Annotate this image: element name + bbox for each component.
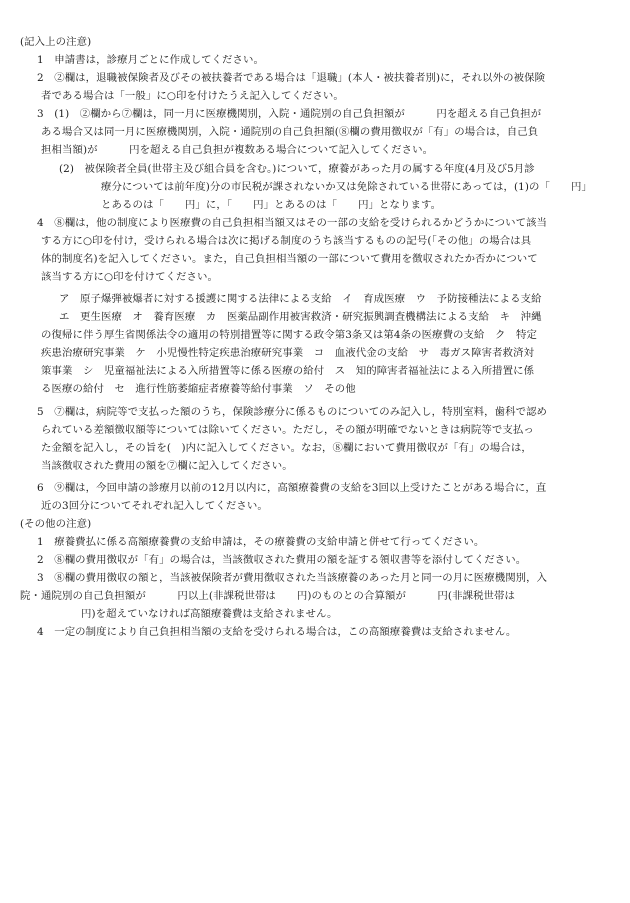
note-3-1-cont: 担相当額)が 円を超える自己負担が複数ある場合について記入してください。 (41, 144, 434, 156)
note-4-cont: 該当する方に○印を付けてください。 (41, 271, 219, 283)
other-note-4: 4 一定の制度により自己負担相当額の支給を受けられる場合は，この高額療養費は支給されません。 (37, 626, 517, 638)
note-3-1: 3 (1) ②欄から⑦欄は，同一月に医療機関別，入院・通院別の自己負担額が 円を超える自己負担が (37, 108, 542, 120)
note-6-cont: 近の3回分についてそれぞれ記入してください。 (41, 500, 268, 512)
section-heading-entry-notes: (記入上の注意) (20, 36, 92, 48)
note-6: 6 ⑨欄は，今回申請の診療月以前の12月以内に，高額療養費の支給を3回以上受けたことがある場合に，直 (37, 482, 547, 494)
note-3-2-cont: 療分については前年度)分の市民税が課されないか又は免除されている世帯にあっては，(1)の「 円」 (101, 181, 592, 193)
note-5-cont: られている差額徴収額等については除いてください。ただし，その額が明確でないときは病院等で支払っ (41, 424, 534, 436)
note-2: 2 ②欄は，退職被保険者及びその被扶養者である場合は「退職」(本人・被扶養者別)に，それ以外の被保険 (37, 72, 546, 84)
other-note-2: 2 ⑧欄の費用徴収が「有」の場合は，当該徴収された費用の額を証する領収書等を添付してください。 (37, 554, 527, 566)
other-note-3-cont: 円)を超えていなければ高額療養費は支給されません。 (81, 608, 338, 620)
other-note-1: 1 療養費払に係る高額療養費の支給申請は，その療養費の支給申請と併せて行ってください。 (37, 536, 485, 548)
note-2-cont: 者である場合は「一般」に○印を付けたうえ記入してください。 (41, 90, 344, 102)
note-4-cont: する方に○印を付け，受けられる場合は次に掲げる制度のうち該当するものの記号(「その他」の場合は具 (41, 235, 532, 247)
note-1: 1 申請書は，診療月ごとに作成してください。 (37, 54, 265, 66)
system-list-line: ア 原子爆弾被爆者に対する援護に関する法律による支給 イ 育成医療 ウ 予防接種法による支給 (59, 293, 542, 305)
note-3-2-cont: とあるのは「 円」に，「 円」とあるのは「 円」となります。 (101, 199, 442, 211)
other-note-3-cont: 院・通院別の自己負担額が 円以上(非課税世帯は 円)のものとの合算額が 円(非課税世帯は (20, 590, 516, 602)
system-list-line: 疾患治療研究事業 ケ 小児慢性特定疾患治療研究事業 コ 血液代金の支給 サ 毒ガス障害者救済対 (41, 347, 535, 359)
note-4-cont: 体的制度名)を記入してください。また，自己負担相当額の一部について費用を徴収されたか否かについて (41, 253, 538, 265)
note-3-1-cont: ある場合又は同一月に医療機関別，入院・通院別の自己負担額(⑧欄の費用徴収が「有」の場合は，自己負 (41, 126, 539, 138)
system-list-line: の復帰に伴う厚生省関係法令の適用の特別措置等に関する政令第3条又は第4条の医療費の支給 ク 特定 (41, 329, 537, 341)
system-list-line: エ 更生医療 オ 養育医療 カ 医薬品副作用被害救済・研究振興調査機構法による支給 キ 沖縄 (59, 311, 542, 323)
note-4: 4 ⑧欄は，他の制度により医療費の自己負担相当額又はその一部の支給を受けられるかどうかについて該当 (37, 217, 548, 229)
system-list-line: 策事業 シ 児童福祉法による入所措置等に係る医療の給付 ス 知的障害者福祉法による入所措置に係 (41, 365, 535, 377)
system-list-line: る医療の給付 セ 進行性筋萎縮症者療養等給付事業 ソ その他 (41, 383, 356, 395)
note-5: 5 ⑦欄は，病院等で支払った額のうち，保険診療分に係るものについてのみ記入し，特別室料，歯科で認め (37, 406, 548, 418)
note-5-cont: た金額を記入し，その旨を( )内に記入してください。なお，⑧欄において費用徴収が「有」の場合は， (41, 442, 532, 454)
note-5-cont: 当該徴収された費用の額を⑦欄に記入してください。 (41, 460, 293, 472)
note-3-2: (2) 被保険者全員(世帯主及び組合員を含む。)について，療養があった月の属する年度(4月及び5月診 (59, 163, 535, 175)
other-note-3: 3 ⑧欄の費用徴収の額と，当該被保険者が費用徴収された当該療養のあった月と同一の月に医療機関別，入 (37, 572, 548, 584)
section-heading-other-notes: (その他の注意) (20, 518, 92, 530)
